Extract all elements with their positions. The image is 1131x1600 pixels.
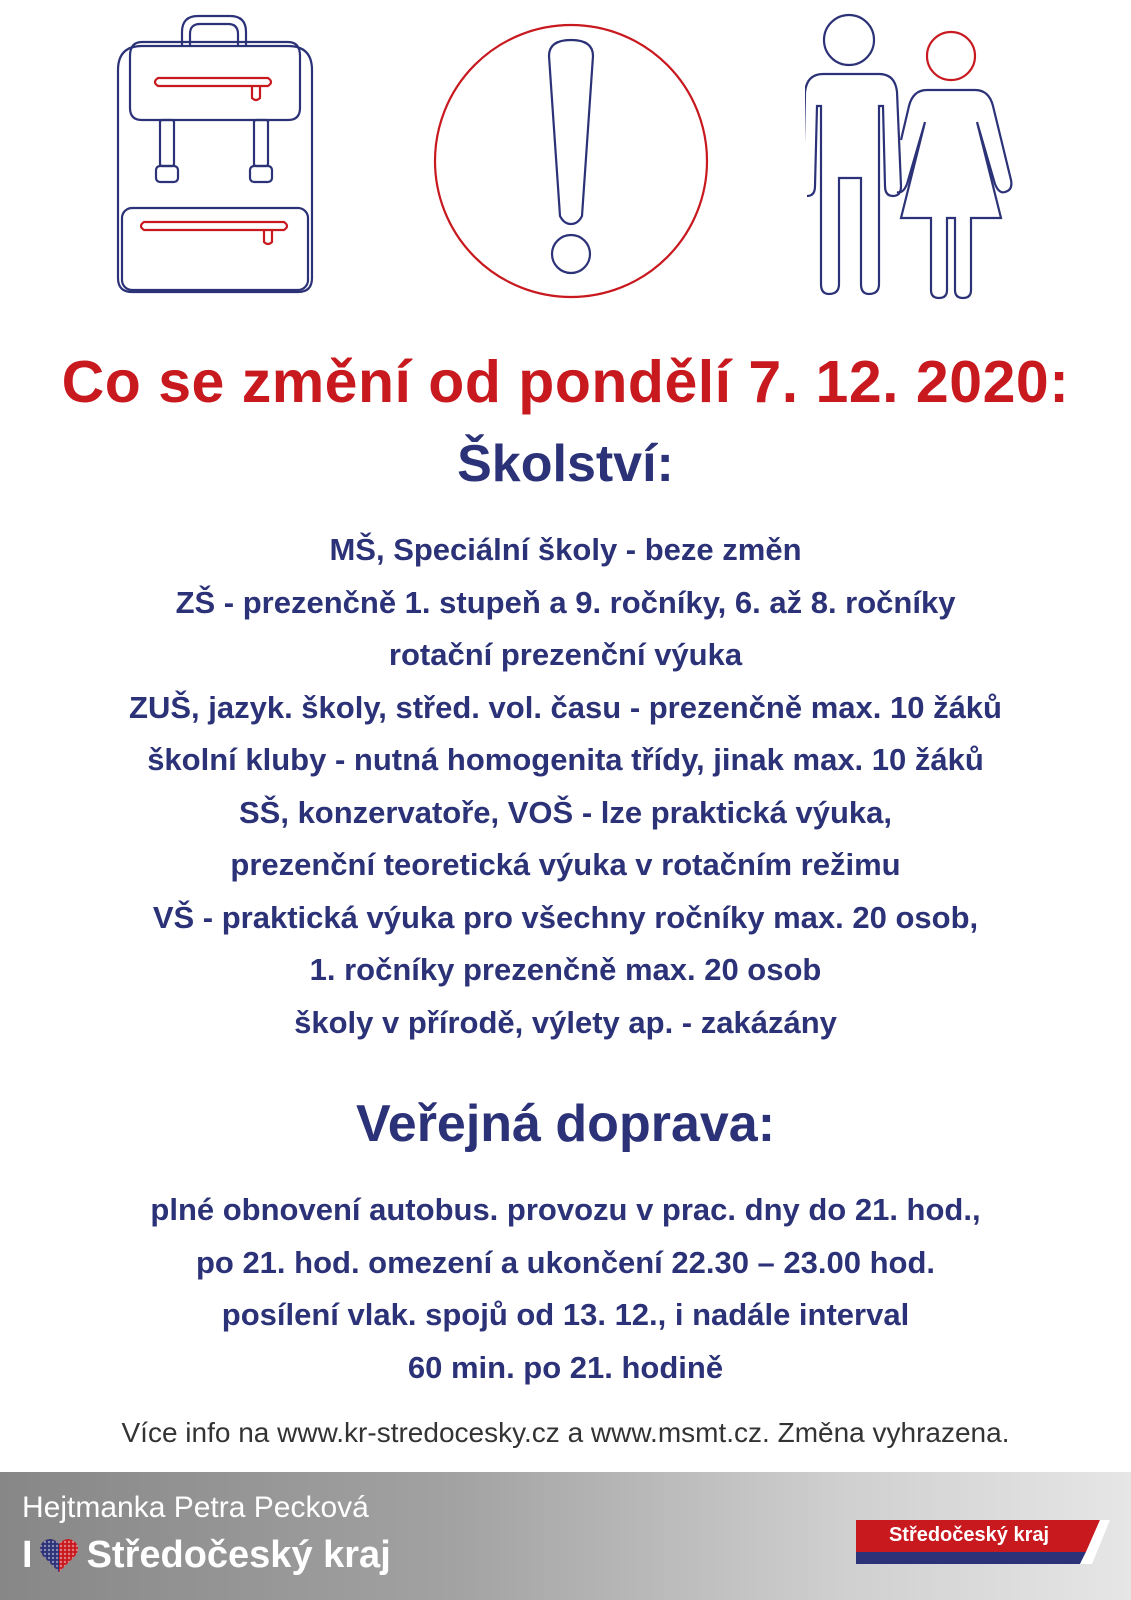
region-logo [856,1518,1110,1566]
school-line: VŠ - praktická výuka pro všechny ročníky max. 20 osob, [152,899,979,935]
brand-text: Středočeský kraj [86,1533,391,1576]
school-line: školy v přírodě, výlety ap. - zakázány [294,1004,837,1040]
school-line: školní kluby - nutná homogenita třídy, jinak max. 10 žáků [147,742,984,777]
school-list [0,524,1131,1049]
backpack-icon [112,12,318,302]
school-heading: Školství: [457,435,674,493]
transport-line: plné obnovení autobus. provozu v prac. dny do 21. hod., [150,1192,981,1227]
people-icon [805,10,1035,302]
transport-line: po 21. hod. omezení a ukončení 22.30 – 23.00 hod. [195,1244,936,1280]
transport-list [0,1184,1131,1394]
footer [0,1472,1131,1600]
school-line: MŠ, Speciální školy - beze změn [329,532,802,567]
brand-i: I [22,1533,33,1576]
school-line: ZUŠ, jazyk. školy, střed. vol. času - prezenčně max. 10 žáků [129,689,1002,725]
footer-governor-name: Hejtmanka Petra Pecková [22,1491,369,1524]
school-line: 1. ročníky prezenčně max. 20 osob [309,952,822,987]
school-line: ZŠ - prezenčně 1. stupeň a 9. ročníky, 6. až 8. ročníky [175,584,956,620]
region-logo-text: Středočeský kraj [888,1524,1050,1546]
footer-brand [22,1530,391,1580]
school-line: prezenční teoretická výuka v rotačním režimu [230,847,901,882]
school-line: rotační prezenční výuka [388,637,743,672]
heart-icon [39,1536,79,1574]
transport-heading: Veřejná doprava: [355,1095,776,1153]
exclamation-icon [430,20,712,302]
school-line: SŠ, konzervatoře, VOŠ - lze praktická výuka, [238,794,892,830]
transport-line: posílení vlak. spojů od 13. 12., i nadále interval [221,1297,910,1332]
transport-line: 60 min. po 21. hodině [407,1349,724,1385]
info-note: Více info na www.kr-stredocesky.cz a www.msmt.cz. Změna vyhrazena. [121,1417,1010,1448]
page-title: Co se změní od pondělí 7. 12. 2020: [61,349,1070,415]
